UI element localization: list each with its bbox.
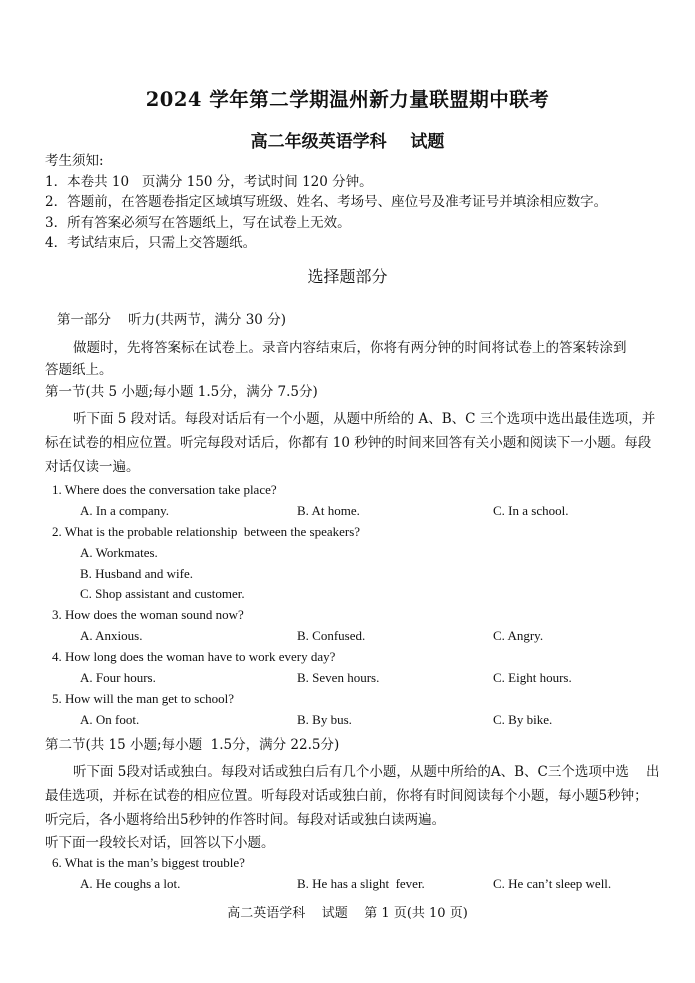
q1-option-c: C. In a school. bbox=[493, 503, 569, 518]
question-4: 4. How long does the woman have to work every day? bbox=[52, 649, 336, 664]
question-1: 1. Where does the conversation take place? bbox=[52, 482, 277, 497]
section-heading: 选择题部分 bbox=[307, 267, 388, 286]
q4-option-a: A. Four hours. bbox=[80, 670, 156, 685]
section2-lead: 听下面一段较长对话，回答以下小题。 bbox=[45, 835, 275, 851]
notice-item-2: 2．答题前，在答题卷指定区域填写班级、姓名、考场号、座位号及准考证号并填涂相应数字。 bbox=[45, 194, 608, 210]
section1-line1: 听下面 5 段对话。每段对话后有一个小题，从题中所给的 A、B、C 三个选项中选出最佳选项，并 bbox=[73, 411, 656, 427]
q5-option-b: B. By bus. bbox=[297, 712, 352, 727]
question-5: 5. How will the man get to school? bbox=[52, 691, 234, 706]
q5-option-a: A. On foot. bbox=[80, 712, 140, 727]
q6-option-a: A. He coughs a lot. bbox=[80, 876, 181, 891]
notice-heading: 考生须知: bbox=[45, 153, 104, 169]
section2-line3: 听完后，各小题将给出5秒钟的作答时间。每段对话或独白读两遍。 bbox=[45, 812, 446, 828]
q1-option-b: B. At home. bbox=[297, 503, 360, 518]
page-footer: 高二英语学科 试题 第 1 页(共 10 页) bbox=[227, 906, 468, 921]
question-3: 3. How does the woman sound now? bbox=[52, 607, 244, 622]
notice-item-4: 4．考试结束后，只需上交答题纸。 bbox=[45, 235, 257, 251]
q2-option-a: A. Workmates. bbox=[80, 545, 158, 560]
q1-option-a: A. In a company. bbox=[80, 503, 170, 518]
part1-intro-line2: 答题纸上。 bbox=[45, 362, 113, 378]
section1-line2: 标在试卷的相应位置。听完每段对话后，你都有 10 秒钟的时间来回答有关小题和阅读下一小题。每段 bbox=[45, 435, 652, 451]
exam-subtitle: 高二年级英语学科 试题 bbox=[250, 132, 445, 152]
q6-option-c: C. He can’t sleep well. bbox=[493, 876, 612, 891]
question-6: 6. What is the man’s biggest trouble? bbox=[52, 855, 245, 870]
section1-line3: 对话仅读一遍。 bbox=[45, 459, 140, 475]
q4-option-c: C. Eight hours. bbox=[493, 670, 572, 685]
part1-intro-line1: 做题时，先将答案标在试卷上。录音内容结束后，你将有两分钟的时间将试卷上的答案转涂到 bbox=[73, 340, 627, 356]
q6-option-b: B. He has a slight fever. bbox=[297, 876, 425, 891]
q3-option-b: B. Confused. bbox=[297, 628, 366, 643]
q2-option-c: C. Shop assistant and customer. bbox=[80, 586, 245, 601]
q3-option-c: C. Angry. bbox=[493, 628, 544, 643]
q2-option-b: B. Husband and wife. bbox=[80, 566, 194, 581]
question-2: 2. What is the probable relationship between the speakers? bbox=[52, 524, 361, 539]
q4-option-b: B. Seven hours. bbox=[297, 670, 380, 685]
section2-line2: 最佳选项，并标在试卷的相应位置。听每段对话或独白前，你将有时间阅读每个小题，每小题5秒钟； bbox=[45, 788, 648, 804]
exam-title: 2024 学年第二学期温州新力量联盟期中联考 bbox=[145, 88, 550, 111]
section2-line1: 听下面 5段对话或独白。每段对话或独白后有几个小题，从题中所给的A、B、C三个选项中选 出 bbox=[73, 764, 660, 780]
section2-heading: 第二节(共 15 小题;每小题 1.5分，满分 22.5分) bbox=[45, 737, 340, 753]
q5-option-c: C. By bike. bbox=[493, 712, 553, 727]
q3-option-a: A. Anxious. bbox=[80, 628, 143, 643]
notice-item-3: 3．所有答案必须写在答题纸上，写在试卷上无效。 bbox=[45, 215, 351, 231]
section1-heading: 第一节(共 5 小题;每小题 1.5分，满分 7.5分) bbox=[45, 384, 318, 400]
part1-heading: 第一部分 听力(共两节，满分 30 分) bbox=[57, 312, 286, 328]
notice-item-1: 1．本卷共 10 页满分 150 分，考试时间 120 分钟。 bbox=[45, 174, 373, 190]
